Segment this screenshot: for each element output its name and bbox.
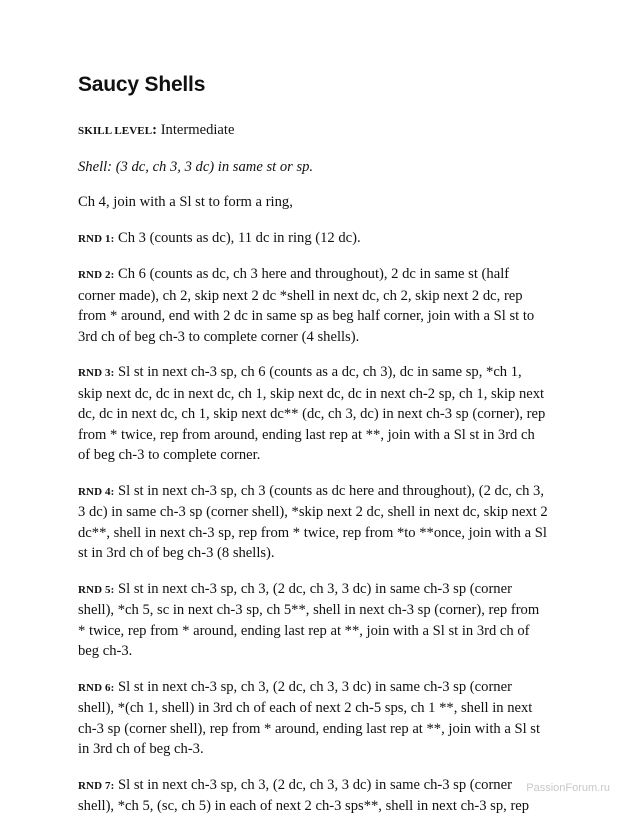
round-text: Sl st in next ch-3 sp, ch 3, (2 dc, ch 3, 3 dc) in same ch-3 sp (corner shell), *(ch 1, shell) in 3rd ch of each of next 2 ch-5 sps, ch 1 **, shell in next ch-3 sp (corner shell), rep from * around, ending last rep at **, join with a Sl st in 3rd ch of beg ch-3. (78, 678, 541, 757)
round-5 (78, 579, 548, 662)
round-text: Sl st in next ch-3 sp, ch 3, (2 dc, ch 3, 3 dc) in same ch-3 sp (corner shell), *ch 5, sc in next ch-3 sp, ch 5**, shell in next ch-3 sp (corner), rep from * twice, rep from * around, ending last rep at **, join with a Sl st in 3rd ch of beg ch-3. (78, 580, 540, 659)
skill-level-separator: : (152, 122, 161, 138)
page-title: Saucy Shells (78, 73, 206, 96)
skill-level (78, 120, 548, 142)
round-3 (78, 362, 548, 466)
round-1 (78, 228, 548, 250)
round-2 (78, 264, 548, 347)
skill-level-label: SKILL LEVEL (78, 125, 153, 137)
round-label: RND 4: (78, 485, 115, 498)
round-label: RND 3: (78, 367, 115, 379)
round-label: RND 6: (78, 681, 115, 694)
shell-definition: Shell: (3 dc, ch 3, 3 dc) in same st or sp. (78, 158, 314, 175)
round-text: Ch 6 (counts as dc, ch 3 here and throughout), 2 dc in same st (half corner made), ch 2, skip next 2 dc *shell in next dc, ch 2, skip next 2 dc, rep from * around, end with 2 dc in same sp as beg half corner, join with a Sl st to 3rd ch of beg ch-3 to complete corner (4 shells). (78, 266, 535, 345)
skill-level-value: Intermediate (160, 122, 235, 138)
round-7 (78, 775, 548, 817)
round-text: Sl st in next ch-3 sp, ch 3, (2 dc, ch 3, 3 dc) in same ch-3 sp (corner shell), *ch 5, (sc, ch 5) in each of next 2 ch-3 sps**, shell in next ch-3 sp, rep (78, 776, 530, 814)
round-label: RND 5: (78, 583, 115, 596)
document-page (78, 72, 548, 832)
round-text: Sl st in next ch-3 sp, ch 6 (counts as a dc, ch 3), dc in same sp, *ch 1, skip next dc, dc in next dc, ch 1, skip next dc, dc in next ch-2 sp, ch 1, skip next dc, dc in next dc, ch 1, skip next dc** (dc, ch 3, dc) in next ch-3 sp (corner), rep from * twice, rep from around, ending last rep at **, join with a Sl st in 3rd ch of beg ch-3 to complete corner. (78, 364, 546, 463)
round-text: Sl st in next ch-3 sp, ch 3 (counts as dc here and throughout), (2 dc, ch 3, 3 dc) in same ch-3 sp (corner shell), *skip next 2 dc, shell in next dc, skip next 2 dc**, shell in next ch-3 sp, rep from * twice, rep from *to **once, join with a Sl st in 3rd ch of beg ch-3 (8 shells). (78, 482, 548, 561)
round-text: Ch 3 (counts as dc), 11 dc in ring (12 dc). (114, 229, 361, 246)
start-instruction: Ch 4, join with a Sl st to form a ring, (78, 194, 293, 210)
round-label: RND 7: (78, 779, 115, 792)
round-4 (78, 481, 548, 564)
round-label: RND 2: (78, 269, 115, 281)
watermark: PassionForum.ru (526, 782, 610, 794)
round-6 (78, 677, 548, 760)
round-label: RND 1: (78, 232, 115, 245)
